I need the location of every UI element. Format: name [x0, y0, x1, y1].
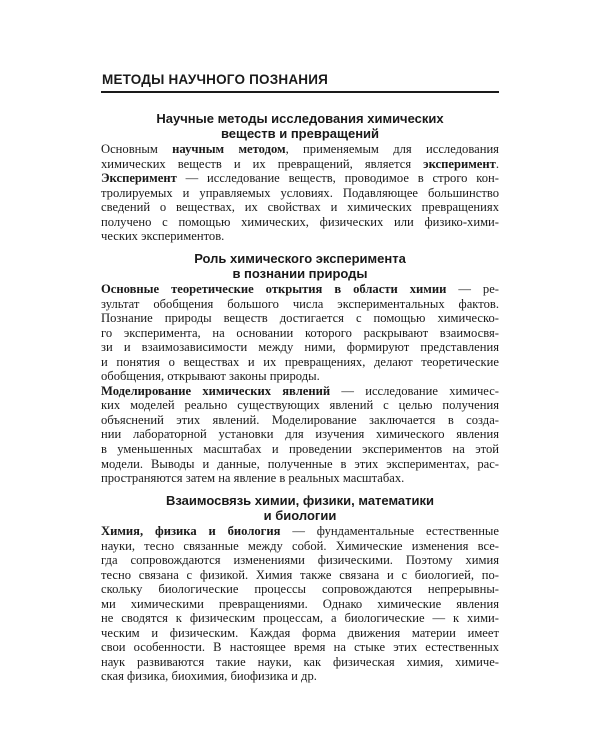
text-run: зультат обобщения большого числа экспериментальных фактов.	[101, 296, 499, 311]
text-run: — фундаментальные естественные	[280, 524, 499, 538]
text-run: , применяемым для исследования	[285, 142, 499, 156]
text-run: зи и взаимозависимости между ними, формируют представления	[101, 340, 499, 355]
section-title-line: веществ и превращений	[220, 126, 380, 141]
text-line	[101, 582, 499, 597]
text-line	[101, 669, 499, 684]
text-line	[101, 471, 499, 486]
text-run: ких моделей реально существующих явлений с целью получения	[101, 398, 499, 413]
text-run: не сводятся к физическим процессам, а биологические — к хими-	[101, 611, 499, 626]
text-run: обобщения, открывают законы природы.	[101, 369, 320, 384]
text-line	[101, 229, 499, 244]
bold-term: эксперимент	[423, 156, 496, 171]
section-title	[101, 111, 499, 141]
text-run: тесно связана с физикой. Химия также связана и с биологией, по-	[101, 567, 499, 582]
text-line	[101, 200, 499, 215]
text-run: наук развиваются такие науки, как физическая химия, химиче-	[101, 654, 499, 669]
text-run: сведений о веществах, их свойствах и химических превращениях	[101, 200, 499, 215]
bold-term: Химия, физика и биология	[101, 524, 281, 538]
section-title-line: Научные методы исследования химических	[156, 111, 444, 126]
text-run: получено с помощью химических, физических или физико-хими-	[101, 214, 499, 229]
text-run: ская физика, биохимия, биофизика и др.	[101, 669, 317, 684]
text-run: ми химическими превращениями. Однако химические явления	[101, 596, 499, 611]
chapter-title: МЕТОДЫ НАУЧНОГО ПОЗНАНИЯ	[102, 72, 329, 87]
text-run: ческим и физическим. Каждая форма движения материи имеет	[101, 625, 499, 640]
text-run: в уменьшенных масштабах и проведении экспериментов на этой	[101, 442, 499, 457]
text-run: — исследование веществ, проводимое в строго кон-	[176, 171, 499, 186]
text-line	[101, 457, 499, 472]
body-paragraph	[101, 524, 499, 684]
text-run: модели. Выводы и данные, полученные в этих экспериментах, рас-	[101, 456, 499, 471]
section-interrelation-of-sciences	[101, 493, 499, 684]
body-paragraph	[101, 142, 499, 244]
body-paragraph	[101, 384, 499, 486]
section-title	[101, 251, 499, 281]
text-line	[101, 369, 499, 384]
text-line	[101, 171, 499, 186]
text-line	[101, 326, 499, 341]
text-run: и понятия о веществах и их превращениях, делают теоретические	[101, 354, 499, 369]
text-line	[101, 186, 499, 201]
text-run: — ре-	[446, 282, 499, 296]
section-title-line: в познании природы	[232, 266, 368, 281]
text-line	[101, 413, 499, 428]
text-line	[101, 539, 499, 554]
text-run: скольку биологические процессы сопровождаются непрерывны-	[101, 582, 499, 597]
section-scientific-methods	[101, 111, 499, 244]
text-run: гда сопровождаются изменениями физическими. Поэтому химия	[101, 553, 499, 568]
text-line	[101, 355, 499, 370]
text-line	[101, 340, 499, 355]
text-line	[101, 626, 499, 641]
text-run: свои особенности. В настоящее время на стыке этих естественных	[101, 640, 499, 655]
text-line	[101, 611, 499, 626]
section-title-line: Роль химического эксперимента	[194, 251, 406, 266]
bold-term: научным методом	[172, 142, 286, 156]
text-run: — исследование химичес-	[330, 383, 499, 398]
section-title-line: Взаимосвязь химии, физики, математики	[165, 493, 435, 508]
text-line	[101, 398, 499, 413]
text-run: Основным	[101, 142, 173, 156]
bold-term: Основные теоретические открытия в области химии	[101, 282, 447, 296]
text-line	[101, 215, 499, 230]
text-line	[101, 597, 499, 612]
bold-term: Эксперимент	[101, 171, 177, 186]
text-line	[101, 384, 499, 399]
text-run: тролируемых и управляемых условиях. Подавляющее большинство	[101, 185, 499, 200]
text-line	[101, 640, 499, 655]
text-line	[101, 553, 499, 568]
text-run: го эксперимента, на основании которого раскрывают взаимосвя-	[101, 325, 499, 340]
text-line	[101, 427, 499, 442]
text-line	[101, 568, 499, 583]
section-role-of-experiment	[101, 251, 499, 486]
text-run: .	[495, 156, 499, 171]
text-line	[101, 297, 499, 312]
text-line	[101, 524, 499, 539]
text-line	[101, 282, 499, 297]
bold-term: Моделирование химических явлений	[101, 383, 331, 398]
text-line	[101, 157, 499, 172]
text-run: пространяются затем на явление в реальных масштабах.	[101, 471, 405, 486]
chapter-header	[101, 72, 499, 93]
section-title-line: и биологии	[263, 508, 337, 523]
text-line	[101, 142, 499, 157]
text-run: химических веществ и их превращений, является	[101, 156, 424, 171]
text-run: объяснений этих явлений. Моделирование заключается в созда-	[101, 412, 499, 427]
text-line	[101, 655, 499, 670]
text-run: Познание природы веществ достигается с помощью химическо-	[101, 311, 499, 326]
body-paragraph	[101, 282, 499, 384]
section-title	[101, 493, 499, 523]
text-line	[101, 311, 499, 326]
text-run: науки, тесно связанные между собой. Химические изменения все-	[101, 538, 499, 553]
text-run: ческих экспериментов.	[101, 229, 225, 244]
text-run: нии лабораторной установки для изучения химического явления	[101, 427, 499, 442]
text-line	[101, 442, 499, 457]
chapter-rule	[101, 91, 499, 93]
